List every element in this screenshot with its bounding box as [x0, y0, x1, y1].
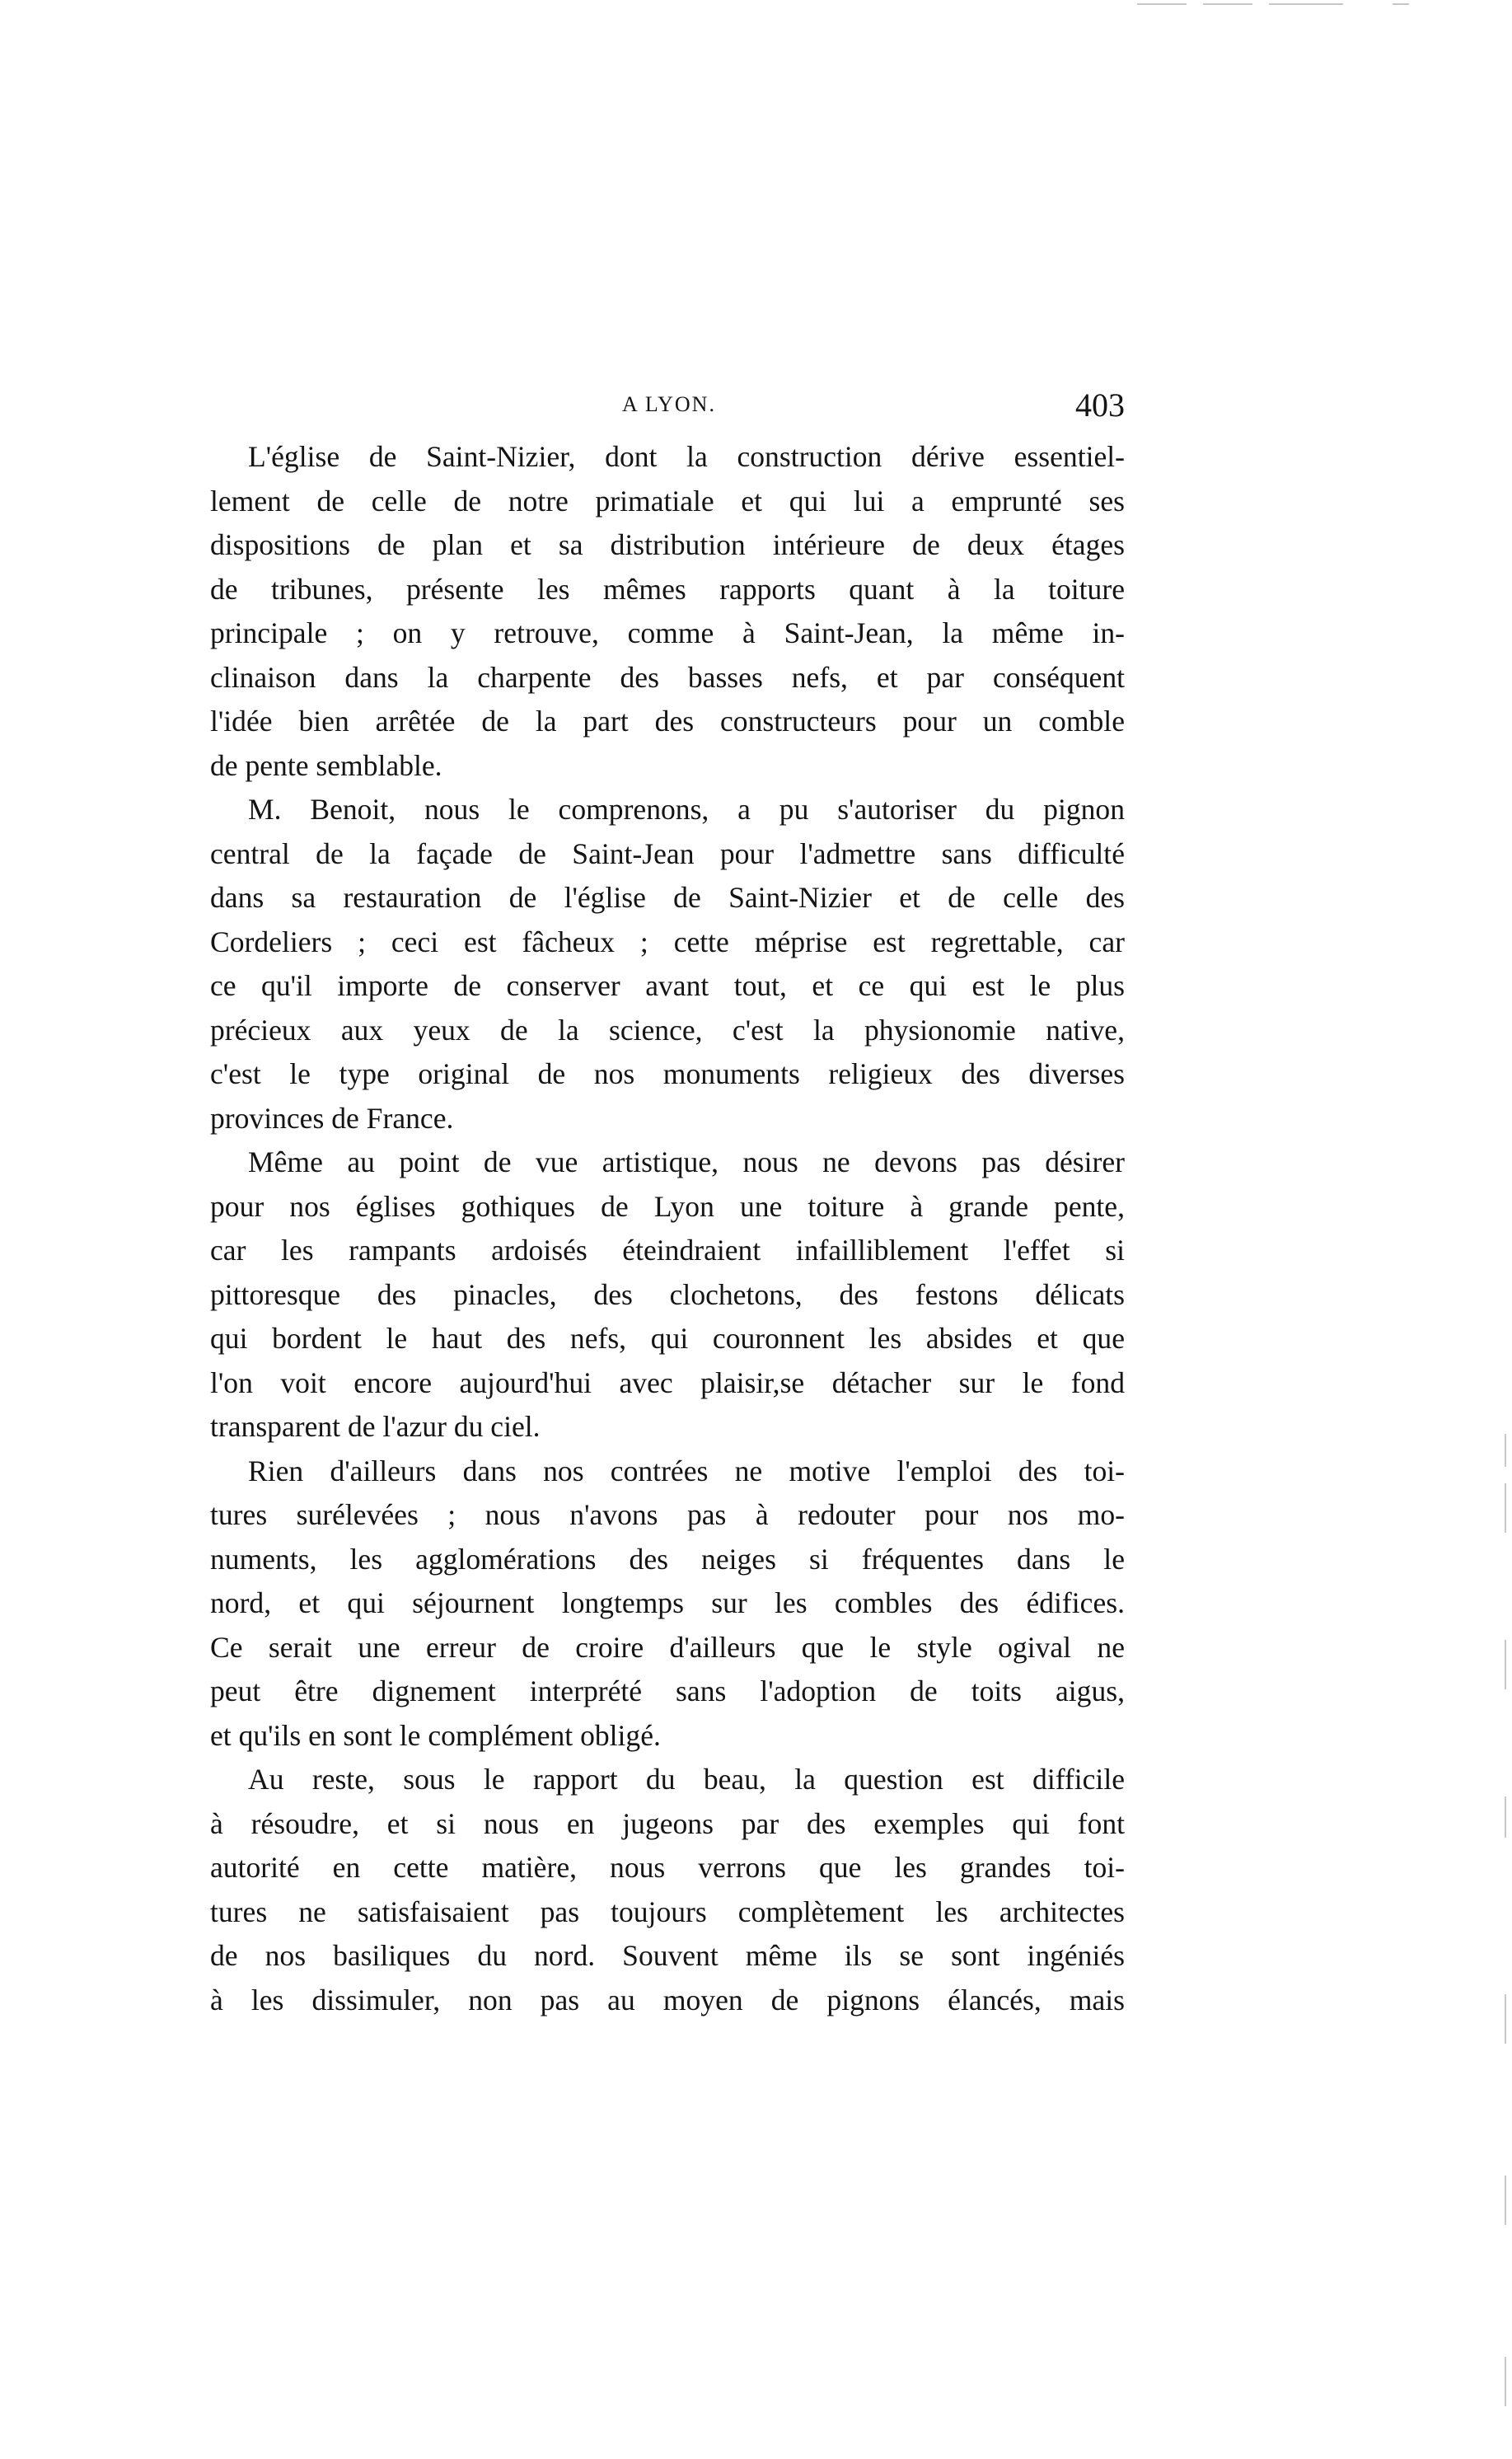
- text-line: Cordeliers ; ceci est fâcheux ; cette méprise est regrettable, car: [210, 925, 1125, 958]
- paragraph-5: [210, 1758, 1125, 2022]
- text-line: numents, les agglomérations des neiges si fréquentes dans le: [210, 1542, 1125, 1576]
- text-line: tures surélevées ; nous n'avons pas à redouter pour nos mo-: [210, 1498, 1125, 1531]
- text-line: dans sa restauration de l'église de Saint-Nizier et de celle des: [210, 881, 1125, 914]
- text-line: provinces de France.: [210, 1101, 454, 1135]
- text-line: l'idée bien arrêtée de la part des constructeurs pour un comble: [210, 705, 1125, 738]
- scan-artifact: [1137, 3, 1187, 5]
- text-line: de tribunes, présente les mêmes rapports quant à la toiture: [210, 572, 1125, 606]
- page-number: 403: [1075, 386, 1125, 424]
- text-line: Même au point de vue artistique, nous ne devons pas désirer: [248, 1145, 1125, 1178]
- text-line: nord, et qui séjournent longtemps sur les combles des édifices.: [210, 1586, 1125, 1619]
- text-line: pour nos églises gothiques de Lyon une toiture à grande pente,: [210, 1189, 1125, 1223]
- text-line: clinaison dans la charpente des basses nefs, et par conséquent: [210, 660, 1125, 694]
- scan-artifact: [1505, 1483, 1506, 1533]
- body-text: [210, 435, 1125, 2022]
- paragraph-3: [210, 1141, 1125, 1450]
- text-line: L'église de Saint-Nizier, dont la construction dérive essentiel-: [248, 440, 1125, 473]
- scan-artifact: [1505, 1796, 1506, 1838]
- text-line: autorité en cette matière, nous verrons que les grandes toi-: [210, 1851, 1125, 1884]
- scan-artifact: [1393, 3, 1409, 5]
- text-line: Ce serait une erreur de croire d'ailleurs que le style ogival ne: [210, 1630, 1125, 1664]
- text-line: de nos basiliques du nord. Souvent même ils se sont ingéniés: [210, 1939, 1125, 1972]
- running-title: A LYON.: [622, 392, 716, 416]
- text-line: lement de celle de notre primatiale et qui lui a emprunté ses: [210, 484, 1125, 518]
- text-line: tures ne satisfaisaient pas toujours complètement les architectes: [210, 1895, 1125, 1928]
- scan-artifact: [1505, 1434, 1506, 1467]
- text-line: qui bordent le haut des nefs, qui couronnent les absides et que: [210, 1322, 1125, 1355]
- text-line: Au reste, sous le rapport du beau, la question est difficile: [248, 1763, 1125, 1796]
- paragraph-2: [210, 788, 1125, 1141]
- text-line: l'on voit encore aujourd'hui avec plaisir,se détacher sur le fond: [210, 1365, 1125, 1399]
- paragraph-1: [210, 435, 1125, 788]
- scan-artifact: [1269, 3, 1343, 5]
- scan-artifact: [1505, 2357, 1506, 2406]
- text-line: Rien d'ailleurs dans nos contrées ne motive l'emploi des toi-: [248, 1454, 1125, 1487]
- text-line: car les rampants ardoisés éteindraient infailliblement l'effet si: [210, 1234, 1125, 1267]
- scan-artifact: [1203, 3, 1252, 5]
- text-line: de pente semblable.: [210, 748, 442, 782]
- text-line: à résoudre, et si nous en jugeons par des exemples qui font: [210, 1806, 1125, 1840]
- text-line: c'est le type original de nos monuments religieux des diverses: [210, 1057, 1125, 1090]
- paragraph-4: [210, 1450, 1125, 1759]
- text-line: transparent de l'azur du ciel.: [210, 1410, 541, 1443]
- scan-artifact: [1505, 1994, 1506, 2044]
- text-line: peut être dignement interprété sans l'adoption de toits aigus,: [210, 1674, 1125, 1707]
- text-line: ce qu'il importe de conserver avant tout, et ce qui est le plus: [210, 969, 1125, 1002]
- text-line: à les dissimuler, non pas au moyen de pignons élancés, mais: [210, 1983, 1125, 2016]
- text-line: central de la façade de Saint-Jean pour l'admettre sans difficulté: [210, 836, 1125, 870]
- text-line: principale ; on y retrouve, comme à Saint-Jean, la même in-: [210, 616, 1125, 649]
- scan-artifact: [1505, 2176, 1506, 2225]
- text-line: et qu'ils en sont le complément obligé.: [210, 1718, 661, 1752]
- running-header: [210, 386, 1125, 432]
- scan-artifact: [1505, 1640, 1506, 1689]
- text-line: pittoresque des pinacles, des clochetons, des festons délicats: [210, 1277, 1125, 1311]
- text-line: dispositions de plan et sa distribution intérieure de deux étages: [210, 528, 1125, 561]
- text-line: M. Benoit, nous le comprenons, a pu s'autoriser du pignon: [248, 793, 1125, 826]
- text-line: précieux aux yeux de la science, c'est la physionomie native,: [210, 1013, 1125, 1047]
